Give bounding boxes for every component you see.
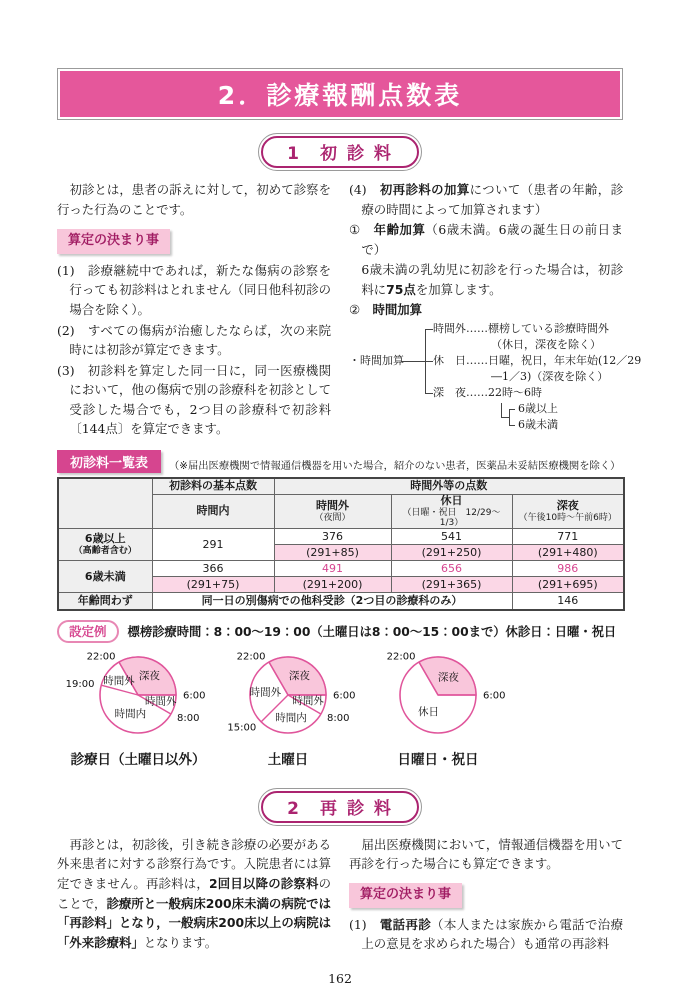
- fee-table-head-row1: [58, 478, 624, 495]
- tree-branch-kyujitsu: 休 日……日曜，祝日，年末年始(12／29: [433, 354, 642, 368]
- row-label-any-age: 年齢問わず: [58, 593, 152, 610]
- rule-item-1: (1) 診療継続中であれば，新たな傷病の診察を行っても初診料はとれません（同日他科初診の場合を除く）。: [57, 262, 331, 317]
- cell-over6-night-add: (291+480): [512, 545, 624, 561]
- corner-cell: [58, 478, 152, 529]
- cell-over6-holiday-add: (291+250): [391, 545, 512, 561]
- pie-saturday-svg: [213, 645, 363, 747]
- extra-points-header: 時間外等の点数: [274, 478, 624, 495]
- tree-root-label: ・時間加算: [349, 354, 404, 368]
- pie-sunday-svg: [363, 645, 513, 747]
- pie-chart-weekday: [63, 645, 213, 768]
- row-label-under6: 6歳未満: [58, 561, 152, 593]
- svg-text:深夜: 深夜: [288, 669, 310, 682]
- svg-text:22:00: 22:00: [86, 651, 116, 663]
- svg-text:6:00: 6:00: [333, 690, 356, 702]
- svg-text:深夜: 深夜: [138, 669, 160, 682]
- col-header-late-night: [512, 495, 624, 529]
- col-out-title: 時間外: [316, 499, 349, 513]
- cell-under6-base-add: (291+75): [152, 577, 274, 593]
- fee-table-note: （※届出医療機関で情報通信機器を用いた場合，紹介のない患者，医薬品未妥結医療機関を除く）: [169, 460, 621, 473]
- svg-text:8:00: 8:00: [327, 712, 350, 724]
- tree-branch1-stub: [425, 329, 433, 330]
- tree-branch-jikangai-note: （休日，深夜を除く）: [491, 338, 601, 352]
- tree-age-bottom-stub: [509, 425, 515, 426]
- svg-text:時間内: 時間内: [114, 707, 147, 720]
- col-night-title: 深夜: [556, 499, 579, 513]
- section2-columns: [57, 835, 623, 955]
- pie-sunday-caption: 日曜日・祝日: [397, 751, 479, 768]
- rules-label-badge-2: 算定の決まり事: [349, 883, 462, 908]
- tree-connector-line: [401, 361, 425, 362]
- time-addition-item: ② 時間加算: [349, 301, 423, 317]
- section1-columns: [57, 180, 642, 440]
- svg-text:休日: 休日: [418, 705, 439, 718]
- section2-heading: 2 再 診 料: [261, 791, 419, 823]
- fee-table-label-badge: 初診料一覧表: [57, 450, 161, 473]
- rule-item-2: (2) すべての傷病が治癒したならば，次の来院時には初診が算定できます。: [57, 322, 331, 358]
- time-addition-tree: [349, 321, 642, 435]
- tree-branch3-stub: [425, 393, 433, 394]
- cell-over6-out-add: (291+85): [274, 545, 391, 561]
- chapter-title: 2．診療報酬点数表: [60, 71, 620, 117]
- basic-points-header: 初診料の基本点数: [152, 478, 274, 495]
- cell-under6-out-add: (291+200): [274, 577, 391, 593]
- pie-saturday-caption: 土曜日: [267, 751, 309, 768]
- rule-item-4: (4) 初再診料の加算について（患者の年齢，診療の時間によって加算されます）: [349, 182, 623, 217]
- revisit-online-paragraph: 届出医療機関において，情報通信機器を用いて再診を行った場合にも算定できます。: [349, 836, 623, 872]
- svg-text:22:00: 22:00: [236, 651, 266, 663]
- col-night-sub: （午後10時～午前6時）: [518, 512, 617, 523]
- pie-weekday-svg: [63, 645, 213, 747]
- tree-branch2-stub: [425, 361, 433, 362]
- cell-any-age-span: 同一日の別傷病での他科受診（2つ目の診療科のみ）: [152, 593, 512, 610]
- rule-item-3: (3) 初診料を算定した同一日に，同一医療機関において，他の傷病で別の診療科を初診として受診した場合でも，2つ目の診療科で初診料〔144点〕を算定できます。: [57, 362, 331, 437]
- svg-text:6:00: 6:00: [483, 690, 506, 702]
- section1-heading-wrap: [57, 133, 623, 171]
- pie-chart-saturday: [213, 645, 363, 768]
- pie-weekday-caption: 診療日（土曜日以外）: [70, 751, 206, 768]
- fee-table-header-row: [57, 450, 623, 473]
- tree-branch-kyujitsu-note: ―1／3)（深夜を除く）: [491, 370, 609, 384]
- revisit-intro-paragraph: 再診とは，初診後，引き続き診療の必要がある外来患者に対する診察行為です。入院患者には算定できません。再診料は，2回目以降の診察料のことで，診療所と一般病床200床未満の病院では「再診料」となり，一般病床200床以上の病院は「外来診療料」となります。: [57, 836, 332, 950]
- col-out-sub: （夜間）: [314, 512, 351, 523]
- section1-right-column: [349, 180, 642, 440]
- svg-text:15:00: 15:00: [227, 722, 257, 734]
- row-age-under6-values: [58, 561, 624, 577]
- tree-age-under6: 6歳未満: [518, 418, 558, 432]
- row-label-over6: [58, 529, 152, 561]
- tree-branch-shinya: 深 夜……22時～6時: [433, 386, 542, 400]
- svg-text:深夜: 深夜: [437, 671, 459, 684]
- tree-age-top-stub: [509, 409, 515, 410]
- section2-heading-wrap: [57, 788, 623, 826]
- svg-text:時間外: 時間外: [292, 694, 324, 707]
- cell-over6-base: 291: [152, 529, 274, 561]
- cell-any-age-night: 146: [512, 593, 624, 610]
- col-holiday-sub: （日曜・祝日 12/29～1/3）: [402, 507, 501, 529]
- cell-under6-night: 986: [512, 561, 624, 577]
- example-row: [57, 620, 623, 643]
- age-addition-body: 6歳未満の乳幼児に初診を行った場合は，初診料に75点を加算します。: [361, 262, 623, 297]
- col-holiday-title: 休日: [440, 494, 463, 508]
- svg-text:時間内: 時間内: [275, 711, 307, 724]
- fee-table: [57, 477, 625, 611]
- svg-text:19:00: 19:00: [65, 678, 95, 690]
- cell-under6-holiday-add: (291+365): [391, 577, 512, 593]
- col-header-out-of-hours: [274, 495, 391, 529]
- clock-pie-charts: [63, 645, 623, 768]
- cell-under6-holiday: 656: [391, 561, 512, 577]
- tree-branch-jikangai: 時間外……標榜している診療時間外: [433, 322, 609, 336]
- svg-text:8:00: 8:00: [177, 712, 200, 724]
- tree-age-drop-line: [501, 403, 502, 418]
- section1-left-column: [57, 180, 331, 440]
- cell-over6-out: 376: [274, 529, 391, 545]
- svg-text:6:00: 6:00: [183, 690, 206, 702]
- cell-under6-base: 366: [152, 561, 274, 577]
- age-addition-item: ① 年齢加算（6歳未満。6歳の誕生日の前日まで）: [349, 222, 624, 257]
- svg-text:時間外: 時間外: [249, 686, 282, 699]
- cell-over6-night: 771: [512, 529, 624, 545]
- col-header-in-hours: 時間内: [152, 495, 274, 529]
- intro-paragraph: 初診とは，患者の訴えに対して，初めて診察を行った行為のことです。: [57, 182, 331, 217]
- tree-age-over6: 6歳以上: [518, 402, 558, 416]
- page-number: 162: [328, 970, 352, 986]
- chapter-banner: [57, 68, 623, 120]
- revisit-rule-item-1: (1) 電話再診（本人または家族から電話で治療上の意見を求められた場合）も通常の再診料: [349, 916, 624, 952]
- section1-heading: 1 初 診 料: [261, 136, 419, 168]
- section2-left-column: [57, 835, 331, 955]
- svg-text:時間外: 時間外: [145, 695, 177, 708]
- section2-heading-box: [258, 788, 422, 826]
- cell-over6-holiday: 541: [391, 529, 512, 545]
- pie-chart-sunday-holiday: [363, 645, 513, 768]
- tree-age-bracket-line: [509, 409, 510, 426]
- tree-age-corner-line: [501, 417, 509, 418]
- row-label-over6-line2: （高齢者含む）: [73, 546, 137, 557]
- svg-text:22:00: 22:00: [386, 651, 416, 663]
- section2-right-column: [349, 835, 623, 955]
- example-text: 標榜診療時間：8：00～19：00（土曜日は8：00～15：00まで）休診日：日曜・祝日: [127, 625, 617, 640]
- section1-heading-box: [258, 133, 422, 171]
- example-label-pill: 設定例: [57, 620, 119, 643]
- row-any-age: [58, 593, 624, 610]
- col-header-holiday: [391, 495, 512, 529]
- cell-under6-night-add: (291+695): [512, 577, 624, 593]
- cell-under6-out: 491: [274, 561, 391, 577]
- row-age-over6-values: [58, 529, 624, 545]
- row-label-over6-line1: 6歳以上: [84, 532, 126, 546]
- rules-label-badge: 算定の決まり事: [57, 229, 170, 254]
- svg-text:時間外: 時間外: [103, 674, 135, 687]
